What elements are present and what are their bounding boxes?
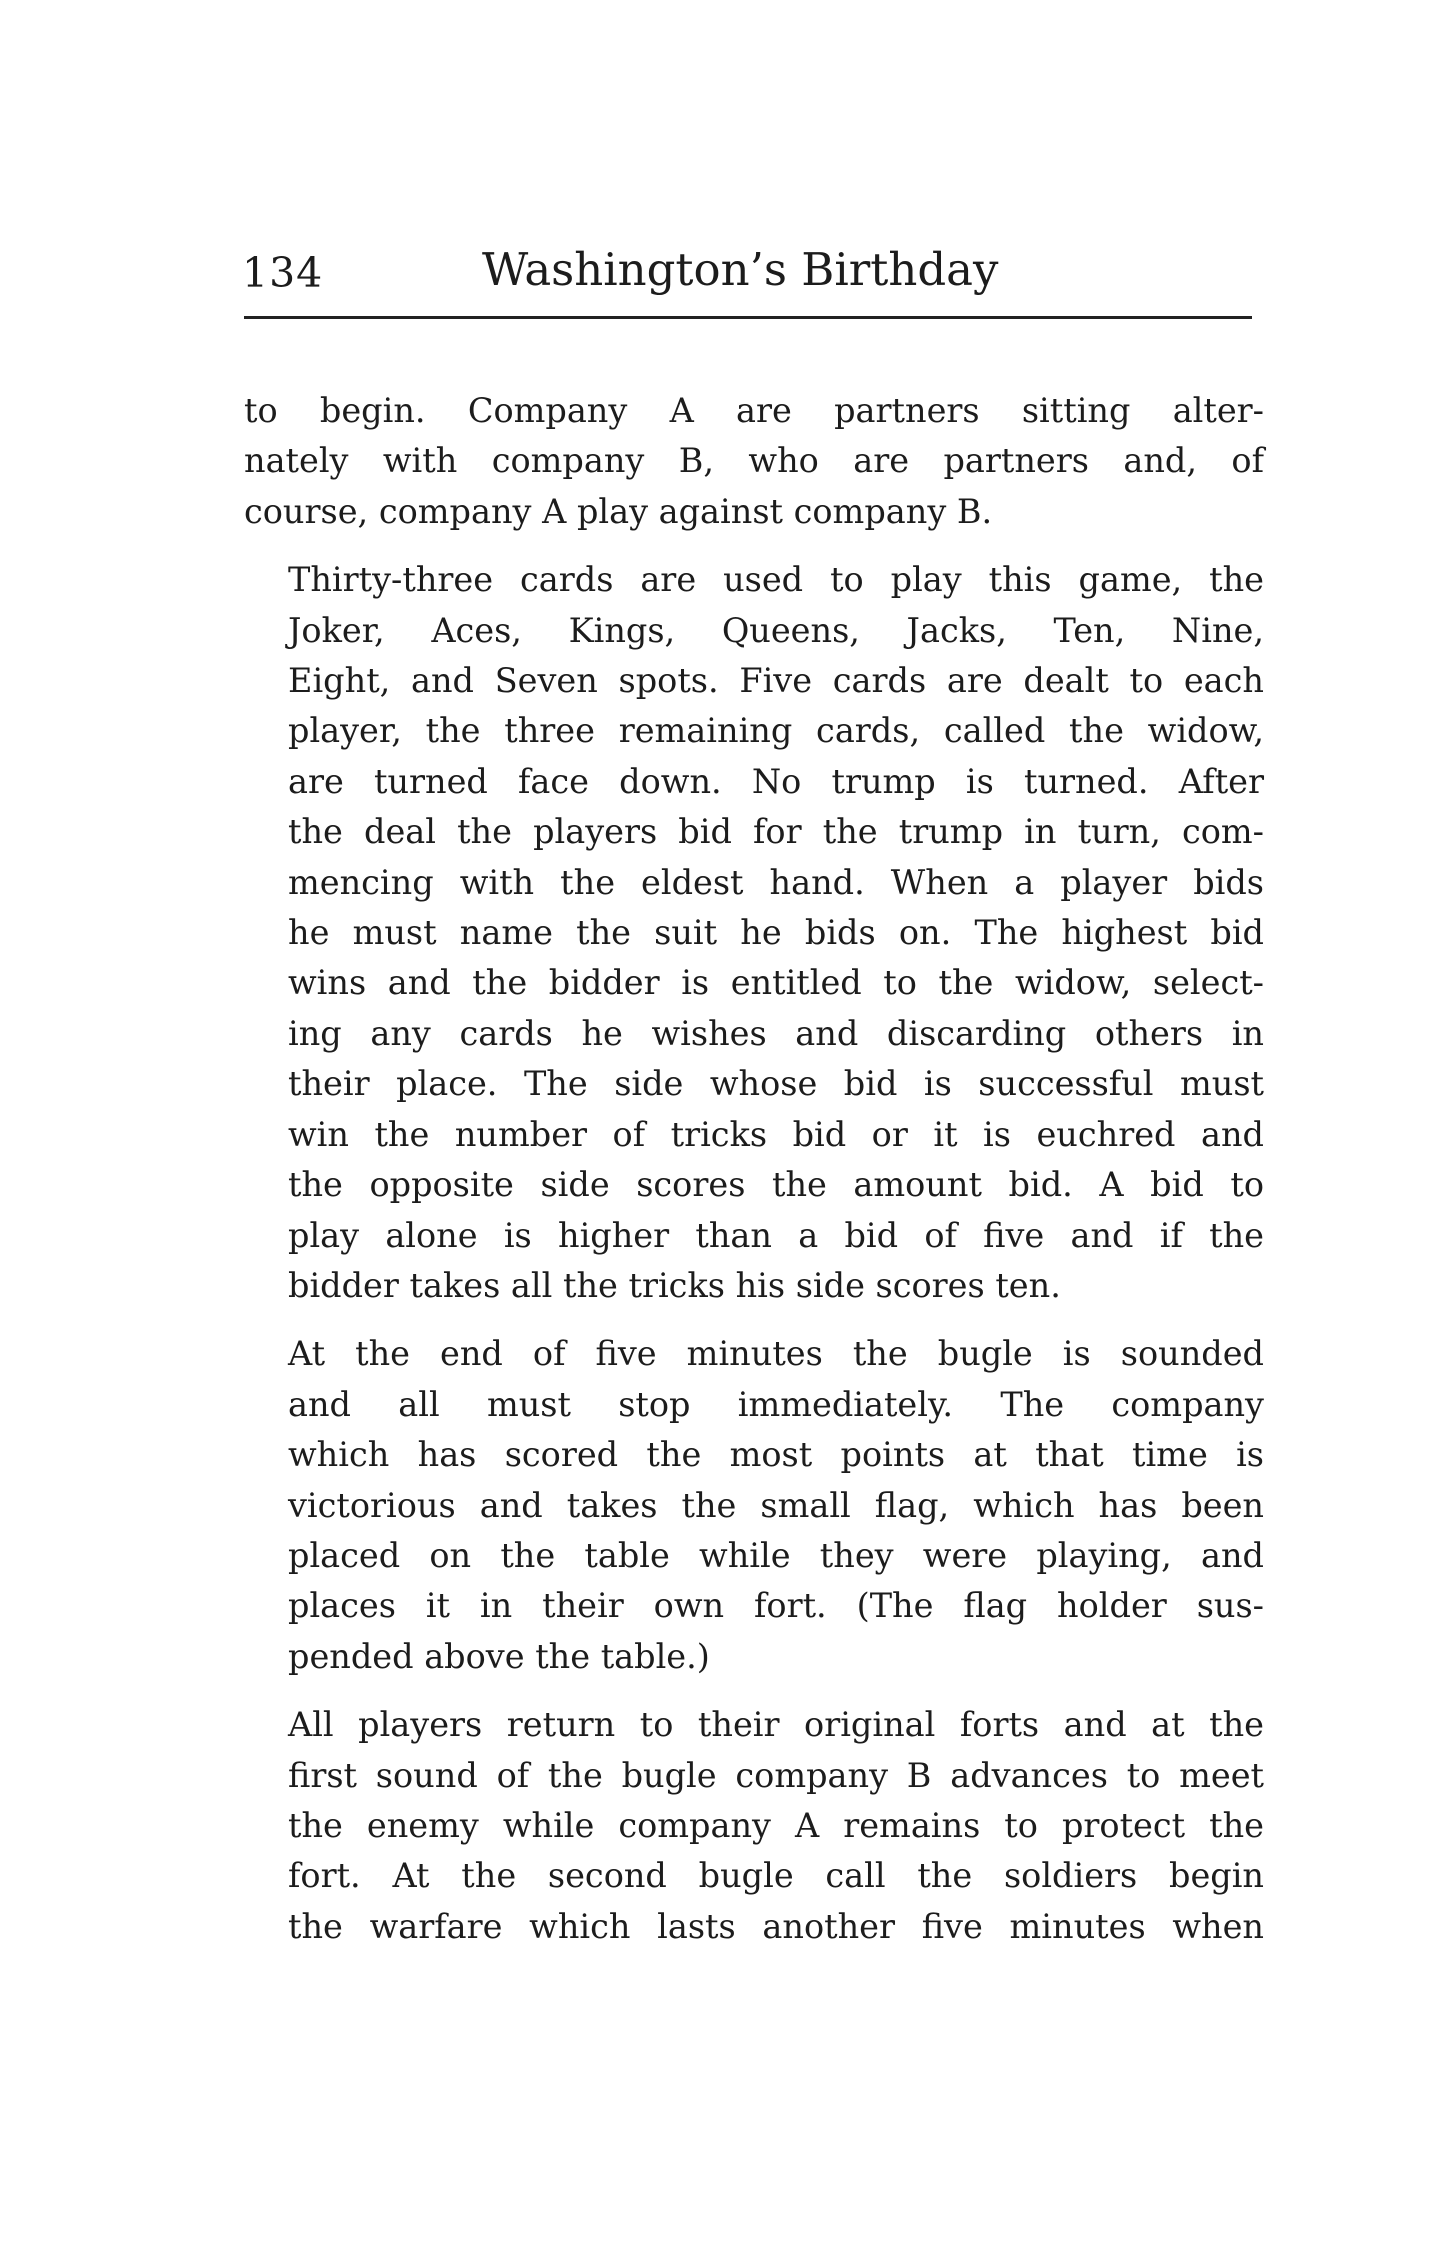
text-line: wins and the bidder is entitled to the widow, select- xyxy=(288,963,1264,1003)
text-line: the deal the players bid for the trump in turn, com- xyxy=(288,812,1264,852)
text-line: to begin. Company A are partners sitting alter- xyxy=(244,391,1264,430)
paragraph xyxy=(244,386,1264,537)
paragraph xyxy=(244,555,1264,1311)
text-line: victorious and takes the small flag, which has been xyxy=(288,1485,1264,1525)
text-line: ing any cards he wishes and discarding others in xyxy=(288,1013,1264,1053)
running-title: Washington’s Birthday xyxy=(482,243,999,296)
text-line: course, company A play against company B. xyxy=(244,491,993,531)
header-rule xyxy=(244,316,1252,319)
text-line: All players return to their original forts and at the xyxy=(288,1705,1264,1745)
text-line: first sound of the bugle company B advances to meet xyxy=(288,1755,1264,1795)
page-header xyxy=(242,243,1252,323)
page-number: 134 xyxy=(242,249,324,297)
text-line: the enemy while company A remains to protect the xyxy=(288,1805,1264,1845)
paragraph xyxy=(244,1700,1264,1952)
text-line: the warfare which lasts another five minutes when xyxy=(288,1906,1264,1946)
text-line: he must name the suit he bids on. The highest bid xyxy=(288,913,1264,953)
text-line: are turned face down. No trump is turned. After xyxy=(288,761,1264,801)
text-line: the opposite side scores the amount bid. A bid to xyxy=(288,1165,1264,1205)
text-line: pended above the table.) xyxy=(288,1636,710,1676)
text-line: play alone is higher than a bid of five and if the xyxy=(288,1215,1264,1255)
text-line: fort. At the second bugle call the soldiers begin xyxy=(288,1856,1264,1896)
text-line: At the end of five minutes the bugle is sounded xyxy=(288,1334,1264,1374)
body-text xyxy=(244,386,1264,1970)
text-line: Joker, Aces, Kings, Queens, Jacks, Ten, Nine, xyxy=(288,610,1264,650)
text-line: mencing with the eldest hand. When a player bids xyxy=(288,862,1264,902)
text-line: which has scored the most points at that time is xyxy=(288,1435,1264,1475)
text-line: their place. The side whose bid is successful must xyxy=(288,1064,1264,1104)
text-line: Eight, and Seven spots. Five cards are dealt to each xyxy=(288,661,1264,701)
text-line: and all must stop immediately. The company xyxy=(288,1384,1264,1424)
text-line: places it in their own fort. (The flag holder sus- xyxy=(288,1586,1264,1626)
text-line: Thirty-three cards are used to play this game, the xyxy=(288,560,1264,600)
text-line: nately with company B, who are partners and, of xyxy=(244,441,1264,481)
text-line: player, the three remaining cards, called the widow, xyxy=(288,711,1264,751)
paragraph xyxy=(244,1329,1264,1682)
text-line: win the number of tricks bid or it is euchred and xyxy=(288,1114,1264,1154)
text-line: bidder takes all the tricks his side scores ten. xyxy=(288,1265,1061,1305)
text-line: placed on the table while they were playing, and xyxy=(288,1535,1264,1575)
